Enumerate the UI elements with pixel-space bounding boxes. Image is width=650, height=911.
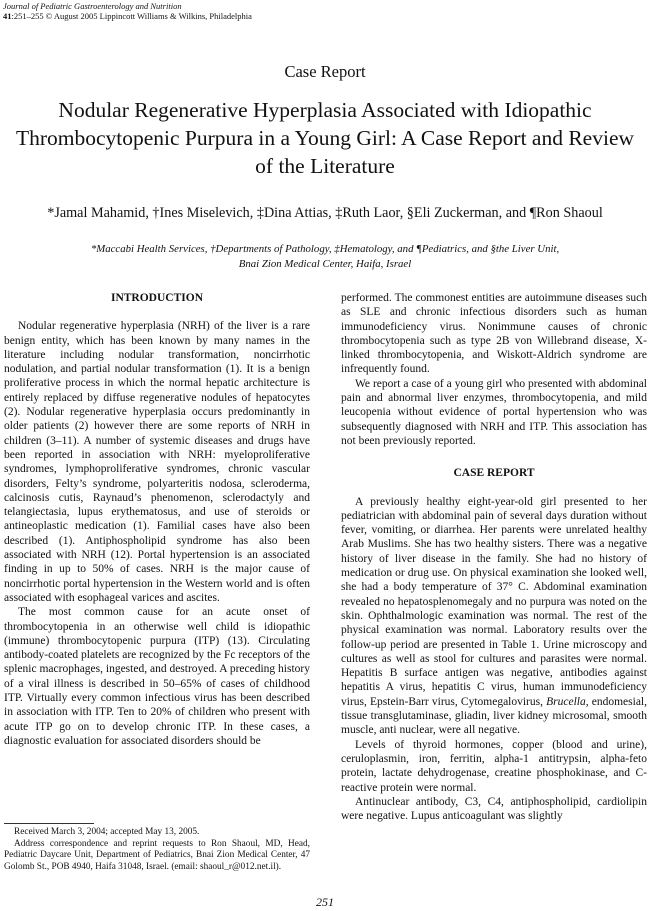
case-paragraph-2: Levels of thyroid hormones, copper (blood and urine), ceruloplasmin, iron, ferritin, alpha-1 antitrypsin, alpha-feto protein, lactate dehydrogenase, creatine phosphokinase, and C-reactive protein were normal.: [341, 738, 647, 794]
introduction-paragraph-3: performed. The commonest entities are autoimmune diseases such as SLE and chronic infectious disorders such as human immunodeficiency virus. Nonimmune causes of chronic thrombocytopenia such as type 2B von Willebrand disease, X-linked thrombocytopenia, and Wiskott-Aldrich syndrome are infrequently found.: [341, 292, 647, 376]
right-column: [341, 291, 647, 823]
affiliations: [0, 242, 650, 272]
footnote-rule: [4, 823, 94, 824]
article-title: Nodular Regenerative Hyperplasia Associated with Idiopathic Thrombocytopenic Purpura in a Young Girl: A Case Report and Review of the Literature: [15, 98, 635, 178]
case-paragraph-1-start: A previously healthy eight-year-old girl presented to her pediatrician with abdominal pain of several days duration without fever, vomiting, or diarrhea. Her parents were unrelated healthy Arab Muslims. She has two healthy sisters. There was a negative history of liver disease in the family. She had no history of medication or drug use. On physical examination she looked well, she had a body temperature of 37° C. Abdominal examination revealed no hepatosplenomegaly and no purpura was noted on the skin. Ophthalmologic examination was normal. The rest of the physical examination was normal. Laboratory results over the follow-up period are presented in Table 1. Urine microscopy and cultures as well as stool for cultures and parasites were normal. Hepatitis B surface antigen was negative, antibodies against hepatitis A virus, hepatitis C virus, human immunodeficiency virus, Epstein-Barr virus, Cytomegalovirus,: [341, 495, 647, 708]
left-column: [4, 291, 310, 748]
introduction-paragraph-4: We report a case of a young girl who presented with abdominal pain and abnormal liver enzymes, thrombocytopenia, and mild leucopenia without evidence of portal hypertension who was subsequently diagnosed with NRH and ITP. This association has not been previously reported.: [341, 377, 647, 447]
page-number: 251: [316, 895, 334, 909]
footnote: [4, 827, 310, 873]
article-type: Case Report: [284, 62, 366, 81]
introduction-heading: INTRODUCTION: [110, 292, 203, 304]
correspondence-address: Address correspondence and reprint requests to Ron Shaoul, MD, Head, Pediatric Daycare Unit, Department of Pediatrics, Bnai Zion Medical Center, 47 Golomb St., POB 4940, Haifa 31048, Israel. (email: shaoul_r@012.net.il).: [4, 838, 310, 872]
citation-volume: 41: [3, 11, 12, 21]
case-report-heading: CASE REPORT: [453, 467, 535, 480]
affiliation-line-2: Bnai Zion Medical Center, Haifa, Israel: [238, 258, 412, 270]
case-paragraph-3: Antinuclear antibody, C3, C4, antiphospholipid, cardiolipin were negative. Lupus anticoagulant was slightly: [341, 795, 647, 823]
case-paragraph-1: [341, 495, 647, 738]
introduction-paragraph-1: Nodular regenerative hyperplasia (NRH) of the liver is a rare benign entity, which has been known by many names in the literature including nodular transformation, noncirrhotic nodulation, and partial nodular transformation (1). It is a benign proliferative process in which the normal hepatic architecture is entirely replaced by diffuse regenerative nodules of hepatocytes (2). Nodular regenerative hyperplasia occurs predominantly in older patients (2) however there are some reports of NRH in children (3–11). A number of systemic diseases and drugs have been reported in association with NRH: myeloproliferative syndromes, lymphoproliferative syndromes, chronic vascular disorders, Felty’s syndrome, polyarteritis nodosa, scleroderma, calcinosis cutis, Raynaud’s phenomenon, sclerodactyly and telangiectasia, lupus erythematosus, and use of steroids or antineoplastic medication (1). Familial cases have also been described (1). Antiphospholipid syndrome has also been associated with NRH (12). Portal hypertension is an associated finding in up to 50% of cases. NRH is the major cause of noncirrhotic portal hypertension in the Western world and is often associated with esophageal varices and ascites.: [4, 320, 310, 604]
citation-line: [3, 11, 252, 21]
author-list: *Jamal Mahamid, †Ines Miselevich, ‡Dina Attias, ‡Ruth Laor, §Eli Zuckerman, and ¶Ron Shaoul: [47, 205, 603, 221]
received-date: Received March 3, 2004; accepted May 13, 2005.: [14, 827, 200, 837]
journal-name: Journal of Pediatric Gastroenterology and Nutrition: [3, 1, 182, 11]
affiliation-line-1: *Maccabi Health Services, †Departments of Pathology, ‡Hematology, and ¶Pediatrics, and §the Liver Unit,: [90, 243, 560, 255]
brucella-term: Brucella: [546, 695, 586, 708]
journal-header: [3, 1, 252, 21]
case-paragraph-1-end: , endomesial, tissue transglutaminase, gliadin, liver kidney microsomal, smooth muscle, anti nuclear, were all negative.: [341, 695, 647, 737]
citation-rest: :251–255 © August 2005 Lippincott Williams & Wilkins, Philadelphia: [11, 11, 252, 21]
introduction-paragraph-2: The most common cause for an acute onset of thrombocytopenia in an otherwise well child is idiopathic (immune) thrombocytopenic purpura (ITP) (13). Circulating antibody-coated platelets are recognized by the Fc receptors of the splenic macrophages, ingested, and destroyed. A preceding history of a viral illness is described in 50–65% of cases of childhood ITP. Virtually every common infectious virus has been described in association with ITP. Ten to 20% of children who present with acute ITP go on to develop chronic ITP. In these cases, a diagnostic evaluation for associated disorders should be: [4, 606, 310, 747]
